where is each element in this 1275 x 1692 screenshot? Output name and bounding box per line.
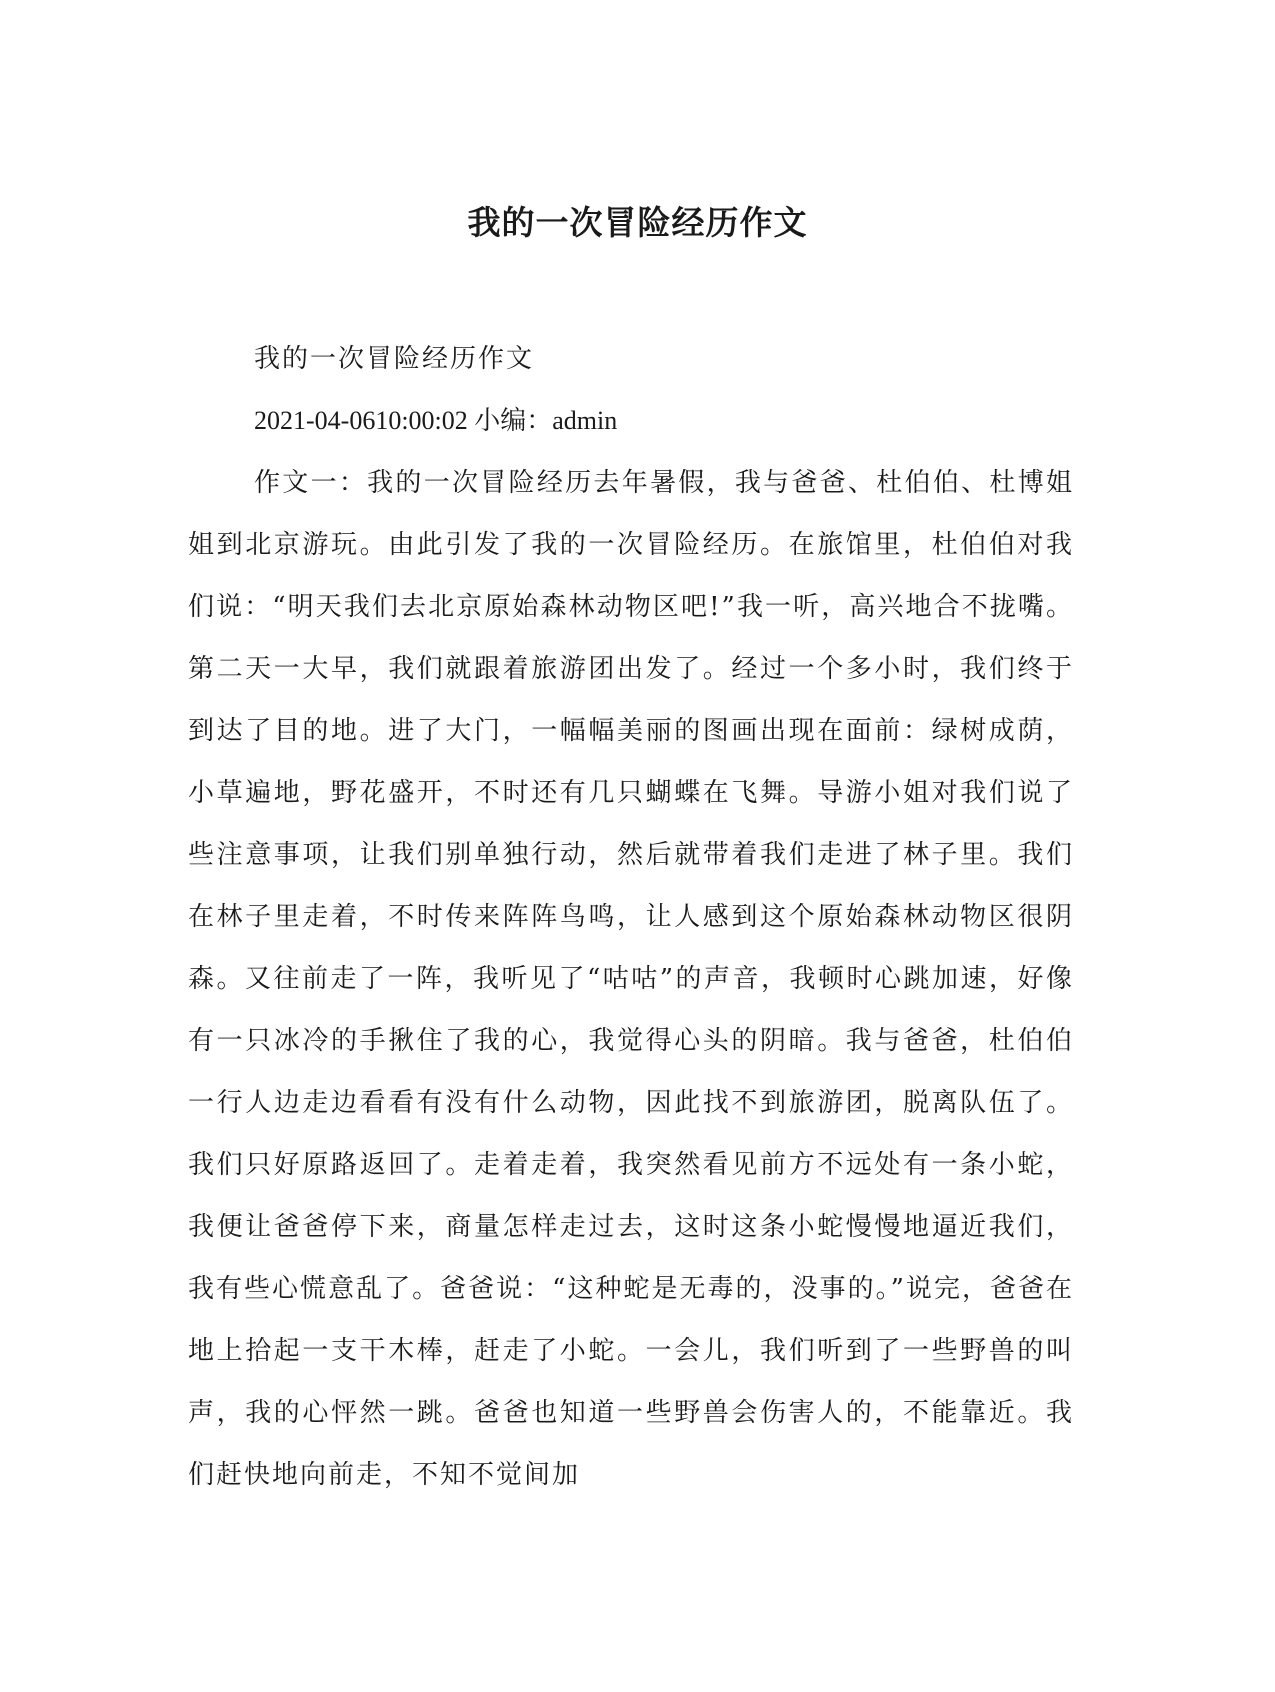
document-title: 我的一次冒险经历作文 <box>467 203 808 242</box>
document-subtitle: 我的一次冒险经历作文 <box>254 344 535 374</box>
essay-body: 作文一：我的一次冒险经历去年暑假，我与爸爸、杜伯伯、杜博姐姐到北京游玩。由此引发了我的一次冒险经历。在旅馆里，杜伯伯对我们说：“明天我们去北京原始森林动物区吧!”我一听，高兴地合不拢嘴。第二天一大早，我们就跟着旅游团出发了。经过一个多小时，我们终于到达了目的地。进了大门，一幅幅美丽的图画出现在面前：绿树成荫，小草遍地，野花盛开，不时还有几只蝴蝶在飞舞。导游小姐对我们说了些注意事项，让我们别单独行动，然后就带着我们走进了林子里。我们在林子里走着，不时传来阵阵鸟鸣，让人感到这个原始森林动物区很阴森。又往前走了一阵，我听见了“咕咕”的声音，我顿时心跳加速，好像有一只冰冷的手揪住了我的心，我觉得心头的阴暗。我与爸爸，杜伯伯一行人边走边看看有没有什么动物，因此找不到旅游团，脱离队伍了。我们只好原路返回了。走着走着，我突然看见前方不远处有一条小蛇，我便让爸爸停下来，商量怎样走过去，这时这条小蛇慢慢地逼近我们，我有些心慌意乱了。爸爸说：“这种蛇是无毒的，没事的。”说完，爸爸在地上拾起一支干木棒，赶走了小蛇。一会儿，我们听到了一些野兽的叫声，我的心怦然一跳。爸爸也知道一些野兽会伤害人的，不能靠近。我们赶快地向前走，不知不觉间加 <box>188 468 1074 1490</box>
document-content <box>188 328 1074 1692</box>
publish-meta: 2021-04-0610:00:02 小编：admin <box>254 406 618 435</box>
